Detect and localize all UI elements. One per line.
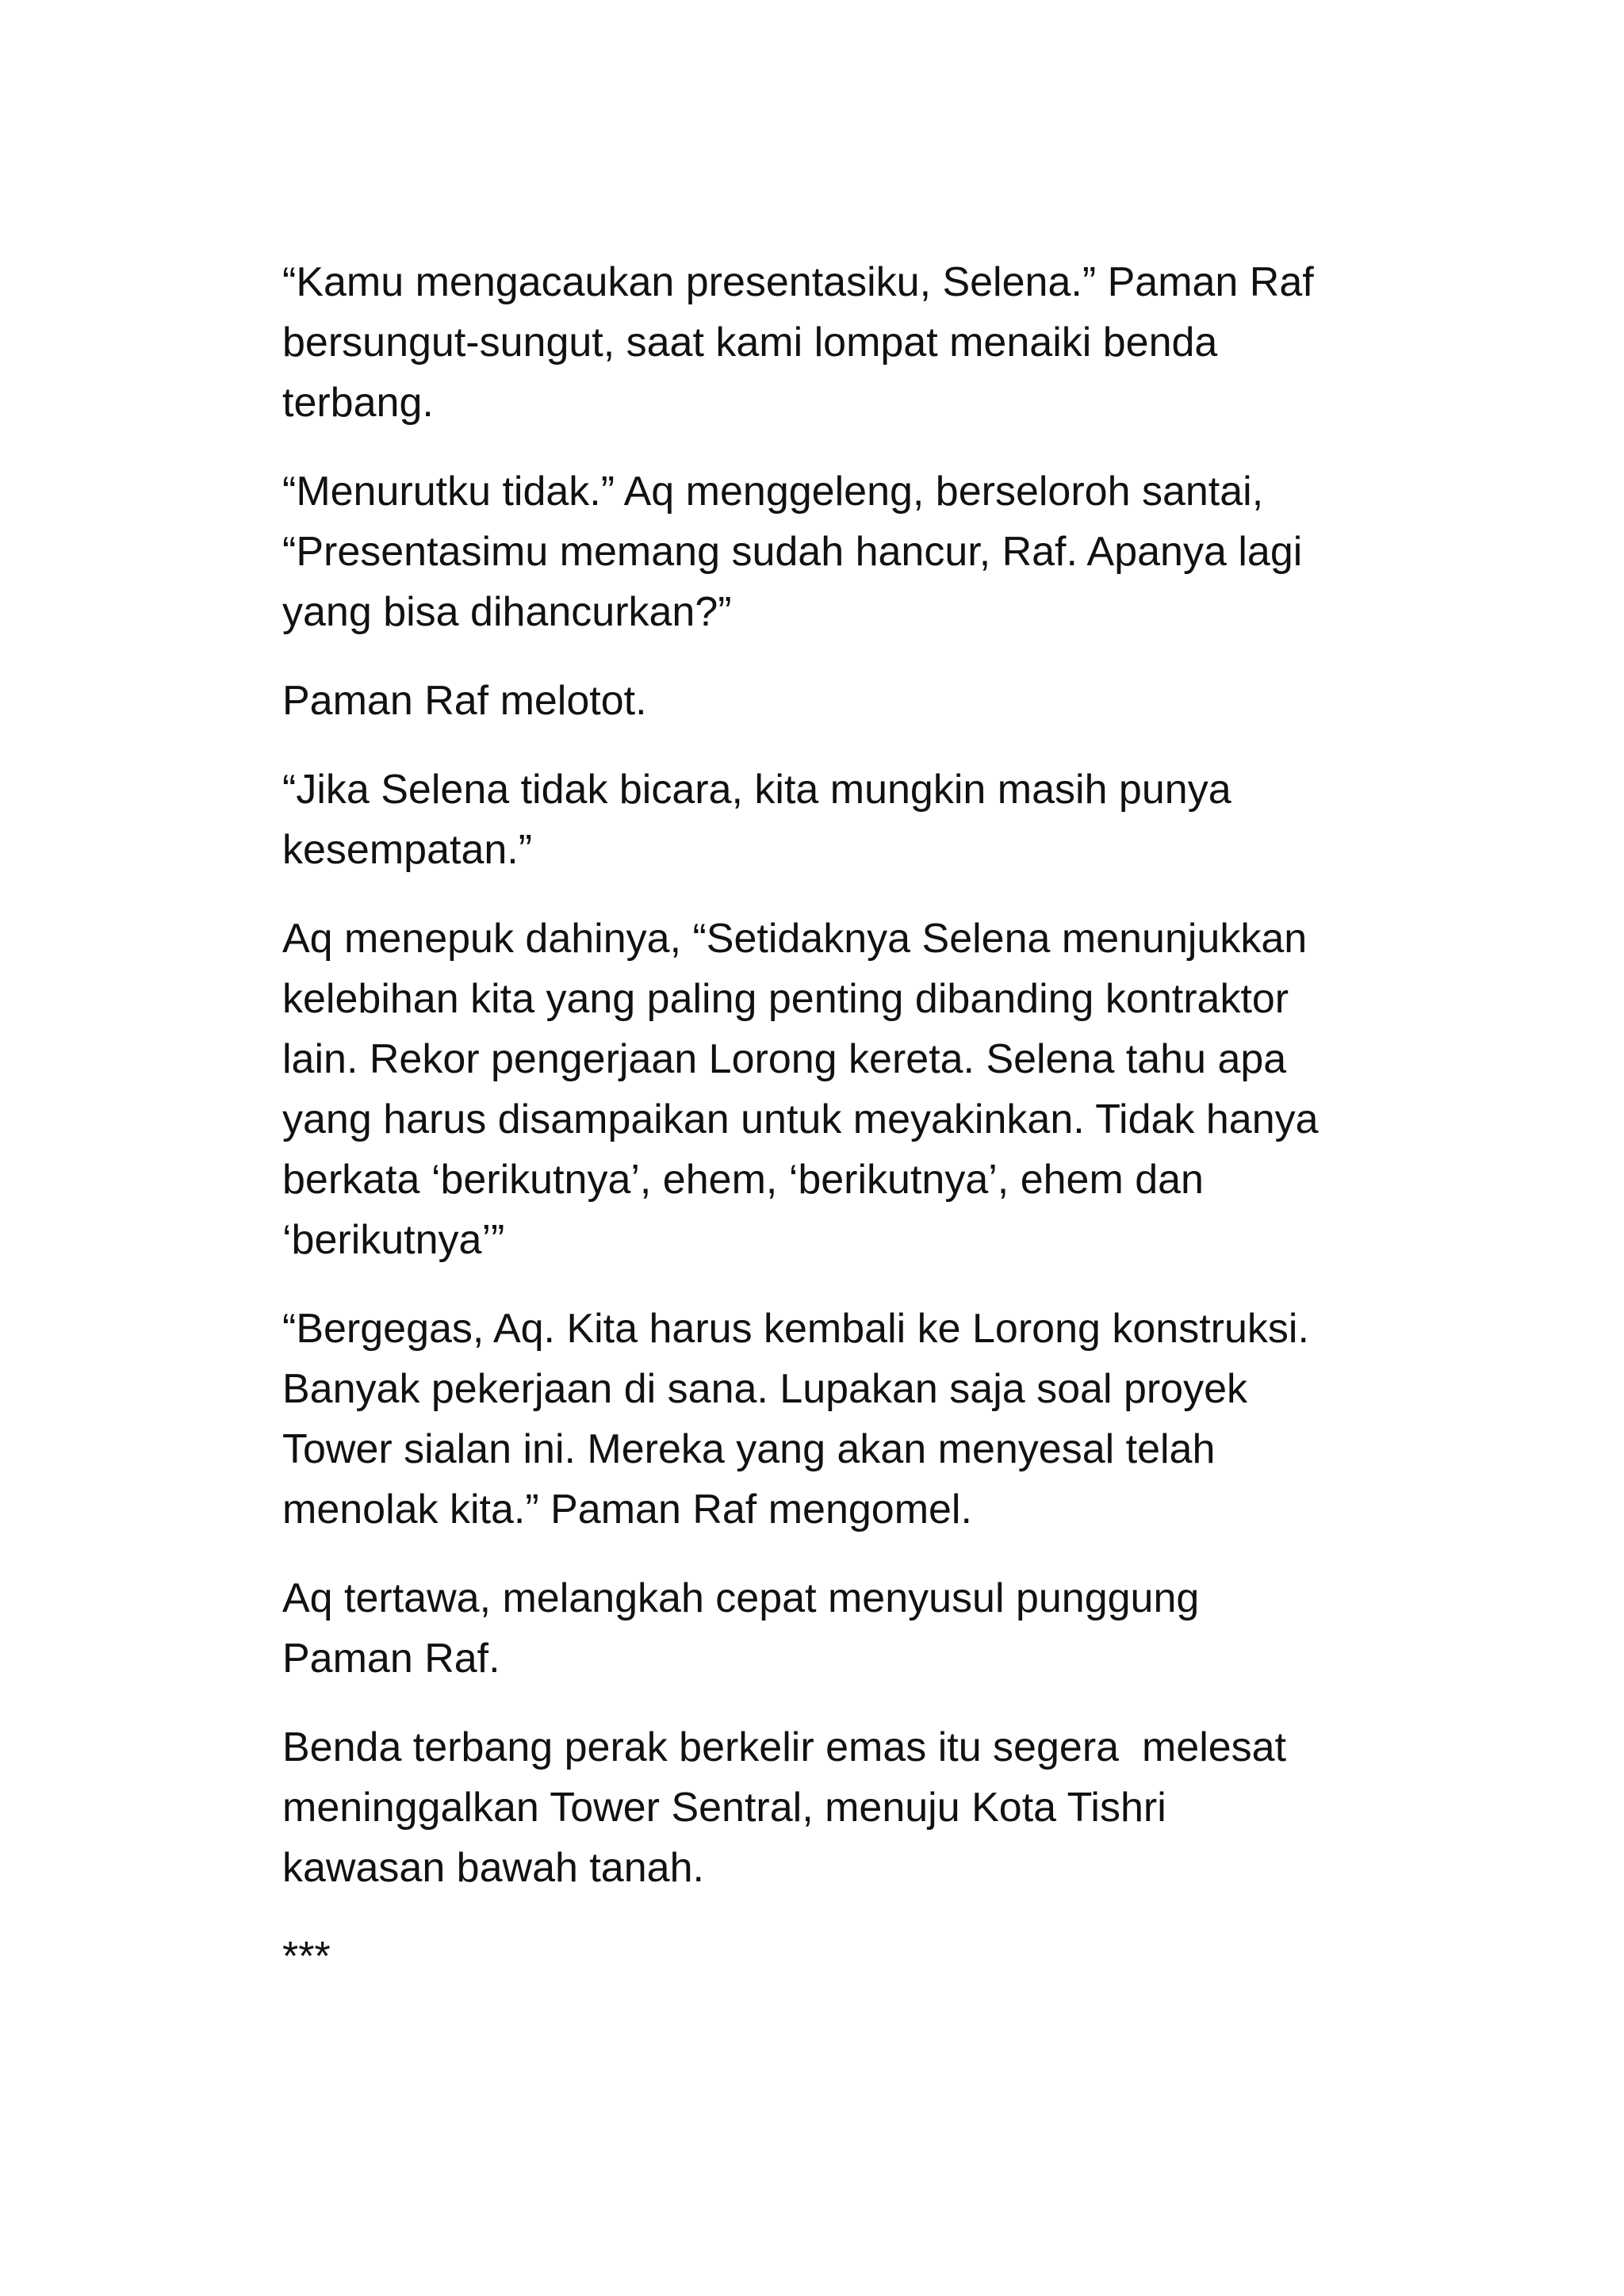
text-line: “Bergegas, Aq. Kita harus kembali ke Lorong konstruksi. (282, 1306, 1309, 1352)
text-line: Aq menepuk dahinya, “Setidaknya Selena menunjukkan (282, 916, 1308, 962)
text-line: Benda terbang perak berkelir emas itu segera melesat (282, 1724, 1287, 1770)
text-line: menolak kita.” Paman Raf mengomel. (282, 1487, 972, 1533)
text-line: berkata ‘berikutnya’, ehem, ‘berikutnya’, ehem dan (282, 1157, 1204, 1203)
text-line: “Jika Selena tidak bicara, kita mungkin masih punya (282, 767, 1231, 813)
text-line: yang bisa dihancurkan?” (282, 589, 732, 635)
text-line: lain. Rekor pengerjaan Lorong kereta. Selena tahu apa (282, 1036, 1287, 1082)
text-line: kesempatan.” (282, 827, 533, 873)
text-line: “Kamu mengacaukan presentasiku, Selena.” Paman Raf (282, 259, 1314, 305)
text-line: “Menurutku tidak.” Aq menggeleng, berseloroh santai, (282, 469, 1264, 515)
scene-break (282, 1927, 1392, 1987)
paragraph-3 (282, 671, 1392, 731)
text-line: Paman Raf melotot. (282, 678, 647, 724)
text-line: meninggalkan Tower Sentral, menuju Kota Tishri (282, 1785, 1166, 1831)
text-line: kawasan bawah tanah. (282, 1845, 704, 1891)
text-line: bersungut-sungut, saat kami lompat menaiki benda (282, 320, 1218, 365)
paragraph-5 (282, 909, 1392, 1270)
text-line: terbang. (282, 380, 434, 426)
text-line: Banyak pekerjaan di sana. Lupakan saja soal proyek (282, 1366, 1248, 1412)
paragraph-1 (282, 252, 1392, 433)
text-line: yang harus disampaikan untuk meyakinkan. Tidak hanya (282, 1096, 1319, 1142)
text-line: ‘berikutnya’” (282, 1217, 505, 1263)
paragraph-8 (282, 1717, 1392, 1898)
paragraph-7 (282, 1568, 1392, 1689)
text-line: Paman Raf. (282, 1636, 500, 1682)
scene-break-asterisks: *** (282, 1934, 331, 1980)
paragraph-2 (282, 461, 1392, 642)
text-line: kelebihan kita yang paling penting dibanding kontraktor (282, 976, 1289, 1022)
body-text (282, 252, 1392, 2015)
paragraph-4 (282, 760, 1392, 880)
paragraph-6 (282, 1299, 1392, 1540)
text-line: Tower sialan ini. Mereka yang akan menyesal telah (282, 1426, 1216, 1472)
text-line: Aq tertawa, melangkah cepat menyusul punggung (282, 1575, 1200, 1621)
text-line: “Presentasimu memang sudah hancur, Raf. Apanya lagi (282, 529, 1303, 575)
